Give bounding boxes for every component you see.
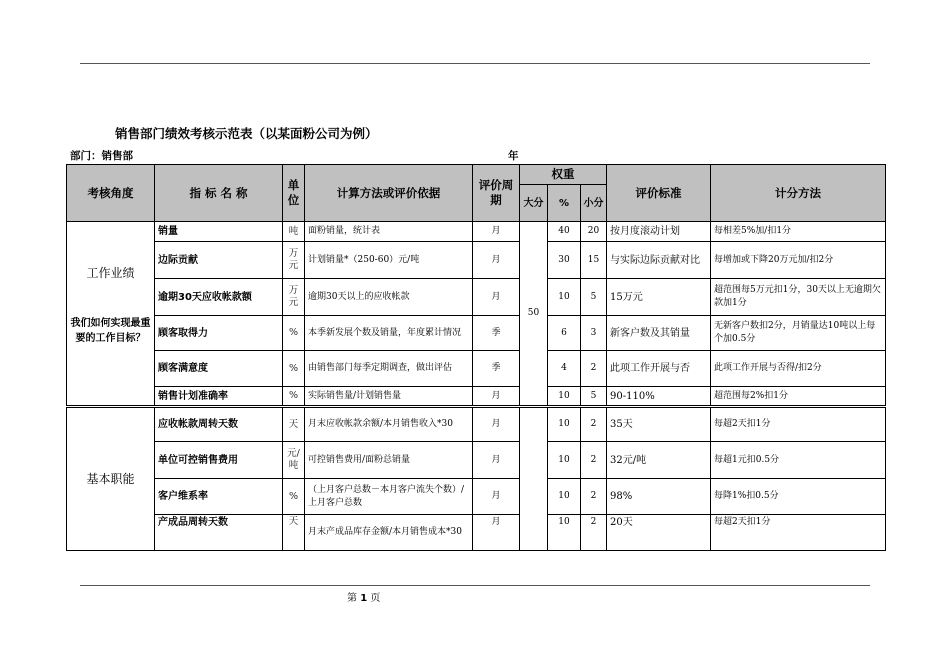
- standard-cell: 20天: [607, 515, 711, 551]
- unit-cell: %: [283, 351, 305, 387]
- year-label: 年: [508, 150, 519, 162]
- table-row: [67, 316, 886, 351]
- period-cell: 月: [473, 407, 520, 442]
- table-row: [67, 279, 886, 316]
- weight-small-cell: 2: [581, 515, 607, 551]
- unit-cell: %: [283, 316, 305, 351]
- weight-small-cell: 2: [581, 351, 607, 387]
- weight-large-cell: [520, 407, 548, 551]
- method-cell: 可控销售费用/面粉总销量: [305, 442, 473, 479]
- page-value: 1: [360, 593, 368, 604]
- scoring-cell: 超范围每5万元扣1分，30天以上无逾期欠款加1分: [711, 279, 886, 316]
- dimension-label: 工作业绩: [86, 266, 135, 280]
- page-suffix: 页: [370, 593, 381, 604]
- header-weight: 权重: [520, 165, 607, 185]
- weight-small-cell: 15: [581, 242, 607, 279]
- header-indicator: 指 标 名 称: [155, 165, 283, 222]
- indicator-name: 单位可控销售费用: [155, 442, 283, 479]
- weight-small-cell: 2: [581, 479, 607, 515]
- header-weight-small: 小分: [581, 185, 607, 222]
- scoring-cell: 每超2天扣1分: [711, 407, 886, 442]
- standard-cell: 按月度滚动计划: [607, 222, 711, 242]
- header-weight-pct: %: [548, 185, 581, 222]
- weight-pct-cell: 40: [548, 222, 581, 242]
- weight-pct-cell: 10: [548, 407, 581, 442]
- scoring-cell: 每增加或下降20万元加/扣2分: [711, 242, 886, 279]
- indicator-name: 销售计划准确率: [155, 387, 283, 407]
- standard-cell: 此项工作开展与否: [607, 351, 711, 387]
- weight-pct-cell: 10: [548, 442, 581, 479]
- scoring-cell: 无新客户数扣2分，月销量达10吨以上每个加0.5分: [711, 316, 886, 351]
- unit-cell: %: [283, 479, 305, 515]
- period-cell: 月: [473, 222, 520, 242]
- weight-pct-cell: 30: [548, 242, 581, 279]
- scoring-cell: 此项工作开展与否得/扣2分: [711, 351, 886, 387]
- unit-cell: %: [283, 387, 305, 407]
- standard-cell: 90-110%: [607, 387, 711, 407]
- period-cell: 月: [473, 279, 520, 316]
- period-cell: 月: [473, 387, 520, 407]
- indicator-name: 顾客取得力: [155, 316, 283, 351]
- method-cell: 面粉销量，统计表: [305, 222, 473, 242]
- unit-cell: 天: [283, 515, 305, 551]
- page-number: [347, 589, 380, 604]
- weight-small-cell: 2: [581, 407, 607, 442]
- method-cell: 本季新发展个数及销量，年度累计情况: [305, 316, 473, 351]
- period-cell: 月: [473, 442, 520, 479]
- period-cell: 季: [473, 351, 520, 387]
- scoring-cell: 每相差5%加/扣1分: [711, 222, 886, 242]
- table-row: [67, 515, 886, 551]
- table-row: [67, 351, 886, 387]
- indicator-name: 客户维系率: [155, 479, 283, 515]
- scoring-cell: 每超1元扣0.5分: [711, 442, 886, 479]
- dimension-label: 基本职能: [86, 471, 135, 486]
- header-dimension: 考核角度: [67, 165, 155, 222]
- header-scoring: 计分方法: [711, 165, 886, 222]
- method-cell: 由销售部门每季定期调查，做出评估: [305, 351, 473, 387]
- scoring-cell: 每超2天扣1分: [711, 515, 886, 551]
- table-row: [67, 387, 886, 407]
- indicator-name: 产成品周转天数: [155, 515, 283, 551]
- period-cell: 月: [473, 479, 520, 515]
- weight-small-cell: 5: [581, 279, 607, 316]
- standard-cell: 新客户数及其销量: [607, 316, 711, 351]
- weight-small-cell: 3: [581, 316, 607, 351]
- scoring-cell: 超范围每2%扣1分: [711, 387, 886, 407]
- weight-pct-cell: 4: [548, 351, 581, 387]
- table-row: [67, 479, 886, 515]
- method-cell: 月末产成品库存金额/本月销售成本*30: [305, 515, 473, 551]
- weight-pct-cell: 6: [548, 316, 581, 351]
- kpi-table: [66, 164, 886, 551]
- table-row: [67, 222, 886, 242]
- weight-small-cell: 5: [581, 387, 607, 407]
- period-cell: 月: [473, 242, 520, 279]
- standard-cell: 与实际边际贡献对比: [607, 242, 711, 279]
- indicator-name: 边际贡献: [155, 242, 283, 279]
- weight-pct-cell: 10: [548, 479, 581, 515]
- header-period: 评价周期: [473, 165, 520, 222]
- unit-cell: 万元: [283, 242, 305, 279]
- page-prefix: 第: [347, 593, 357, 604]
- unit-cell: 万元: [283, 279, 305, 316]
- method-cell: （上月客户总数－本月客户流失个数）/上月客户总数: [305, 479, 473, 515]
- dimension-cell: [67, 222, 155, 407]
- header-unit: 单位: [283, 165, 305, 222]
- header-rule: [80, 63, 870, 64]
- dimension-subtitle: 我们如何实现最重要的工作目标？: [70, 318, 151, 344]
- dimension-cell: [67, 407, 155, 551]
- weight-small-cell: 20: [581, 222, 607, 242]
- method-cell: 逾期30天以上的应收帐款: [305, 279, 473, 316]
- scoring-cell: 每降1%扣0.5分: [711, 479, 886, 515]
- header-method: 计算方法或评价依据: [305, 165, 473, 222]
- weight-pct-cell: 10: [548, 387, 581, 407]
- indicator-name: 逾期30天应收帐款额: [155, 279, 283, 316]
- weight-pct-cell: 10: [548, 515, 581, 551]
- standard-cell: 98%: [607, 479, 711, 515]
- method-cell: 实际销售量/计划销售量: [305, 387, 473, 407]
- standard-cell: 15万元: [607, 279, 711, 316]
- table-row: [67, 407, 886, 442]
- method-cell: 计划销量*（250-60）元/吨: [305, 242, 473, 279]
- document-title: 销售部门绩效考核示范表（以某面粉公司为例）: [115, 126, 378, 141]
- method-cell: 月末应收帐款余额/本月销售收入*30: [305, 407, 473, 442]
- indicator-name: 顾客满意度: [155, 351, 283, 387]
- department-label: 部门：销售部: [70, 150, 133, 162]
- standard-cell: 35天: [607, 407, 711, 442]
- weight-small-cell: 2: [581, 442, 607, 479]
- weight-pct-cell: 10: [548, 279, 581, 316]
- period-cell: 季: [473, 316, 520, 351]
- header-standard: 评价标准: [607, 165, 711, 222]
- unit-cell: 吨: [283, 222, 305, 242]
- table-row: [67, 442, 886, 479]
- unit-cell: 天: [283, 407, 305, 442]
- indicator-name: 销量: [155, 222, 283, 242]
- standard-cell: 32元/吨: [607, 442, 711, 479]
- header-weight-large: 大分: [520, 185, 548, 222]
- footer-rule: [80, 585, 870, 586]
- period-cell: 月: [473, 515, 520, 551]
- indicator-name: 应收帐款周转天数: [155, 407, 283, 442]
- table-row: [67, 242, 886, 279]
- weight-large-cell: 50: [520, 222, 548, 407]
- unit-cell: 元/吨: [283, 442, 305, 479]
